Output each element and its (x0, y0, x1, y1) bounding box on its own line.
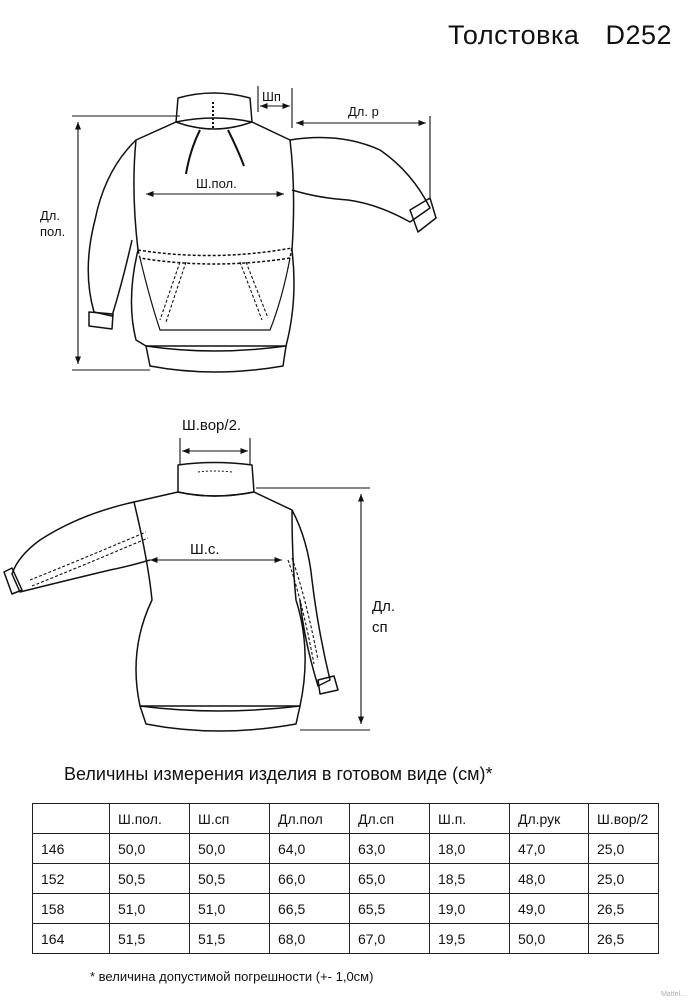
label-half-width: Ш.пол. (196, 176, 237, 191)
front-body (131, 122, 294, 346)
front-drawstring-left (186, 130, 200, 174)
table-cell: 26,5 (589, 894, 659, 924)
front-dimension-lines (72, 86, 430, 370)
table-header-cell: Ш.вор/2 (589, 804, 659, 834)
table-row (33, 864, 659, 894)
table-header-row (33, 804, 659, 834)
table-cell: 19,5 (430, 924, 510, 954)
watermark: Mattel... (661, 991, 686, 998)
table-cell: 49,0 (510, 894, 589, 924)
label-back-length-2: сп (372, 619, 388, 636)
label-back-length-1: Дл. (372, 598, 396, 615)
table-cell: 68,0 (270, 924, 350, 954)
table-cell: 63,0 (350, 834, 430, 864)
table-cell: 50,0 (190, 834, 270, 864)
table-row (33, 834, 659, 864)
label-front-length-2: пол. (40, 224, 66, 239)
label-front-length-1: Дл. (40, 208, 61, 223)
table-cell: 47,0 (510, 834, 589, 864)
front-right-cuff (410, 198, 436, 232)
back-hem-band (140, 706, 300, 731)
back-collar (178, 463, 254, 497)
back-right-sleeve (292, 510, 330, 686)
front-pocket (138, 248, 292, 264)
table-cell: 51,0 (110, 894, 190, 924)
label-sleeve-length: Дл. р (348, 104, 379, 119)
table-cell: 51,5 (110, 924, 190, 954)
table-row (33, 924, 659, 954)
table-cell: 65,5 (350, 894, 430, 924)
label-back-width: Ш.с. (190, 541, 220, 558)
table-header-cell: Ш.п. (430, 804, 510, 834)
back-left-sleeve (12, 502, 150, 592)
product-code: D252 (605, 20, 672, 50)
table-cell: 50,0 (510, 924, 589, 954)
table-cell: 64,0 (270, 834, 350, 864)
table-cell: 26,5 (589, 924, 659, 954)
table-cell: 50,5 (190, 864, 270, 894)
table-header-cell: Дл.сп (350, 804, 430, 834)
table-row (33, 894, 659, 924)
label-collar-width: Ш.вор/2. (182, 417, 242, 434)
table-cell: 164 (33, 924, 110, 954)
table-header-cell: Дл.рук (510, 804, 589, 834)
back-view (4, 463, 338, 732)
table-cell: 146 (33, 834, 110, 864)
table-cell: 48,0 (510, 864, 589, 894)
table-cell: 19,0 (430, 894, 510, 924)
table-cell: 50,0 (110, 834, 190, 864)
table-cell: 51,0 (190, 894, 270, 924)
table-cell: 152 (33, 864, 110, 894)
front-hem-band (146, 346, 286, 372)
table-cell: 18,0 (430, 834, 510, 864)
table-cell: 65,0 (350, 864, 430, 894)
front-drawstring-right (228, 130, 244, 166)
label-shoulder: Шп (262, 89, 281, 104)
table-header-cell: Ш.пол. (110, 804, 190, 834)
size-table (32, 803, 659, 954)
table-cell: 50,5 (110, 864, 190, 894)
table-header-cell: Ш.сп (190, 804, 270, 834)
front-left-sleeve (88, 140, 136, 316)
table-cell: 66,0 (270, 864, 350, 894)
table-cell: 25,0 (589, 864, 659, 894)
front-view (88, 93, 436, 372)
table-header-cell (33, 804, 110, 834)
front-left-cuff (89, 312, 113, 329)
table-cell: 51,5 (190, 924, 270, 954)
table-cell: 66,5 (270, 894, 350, 924)
table-cell: 67,0 (350, 924, 430, 954)
table-caption: Величины измерения изделия в готовом виде (см)* (64, 764, 493, 784)
front-right-sleeve (290, 138, 430, 222)
table-cell: 18,5 (430, 864, 510, 894)
table-cell: 25,0 (589, 834, 659, 864)
back-body (134, 492, 305, 706)
product-name: Толстовка (448, 20, 580, 50)
tolerance-footnote: * величина допустимой погрешности (+- 1,0см) (90, 969, 374, 984)
table-cell: 158 (33, 894, 110, 924)
table-header-cell: Дл.пол (270, 804, 350, 834)
